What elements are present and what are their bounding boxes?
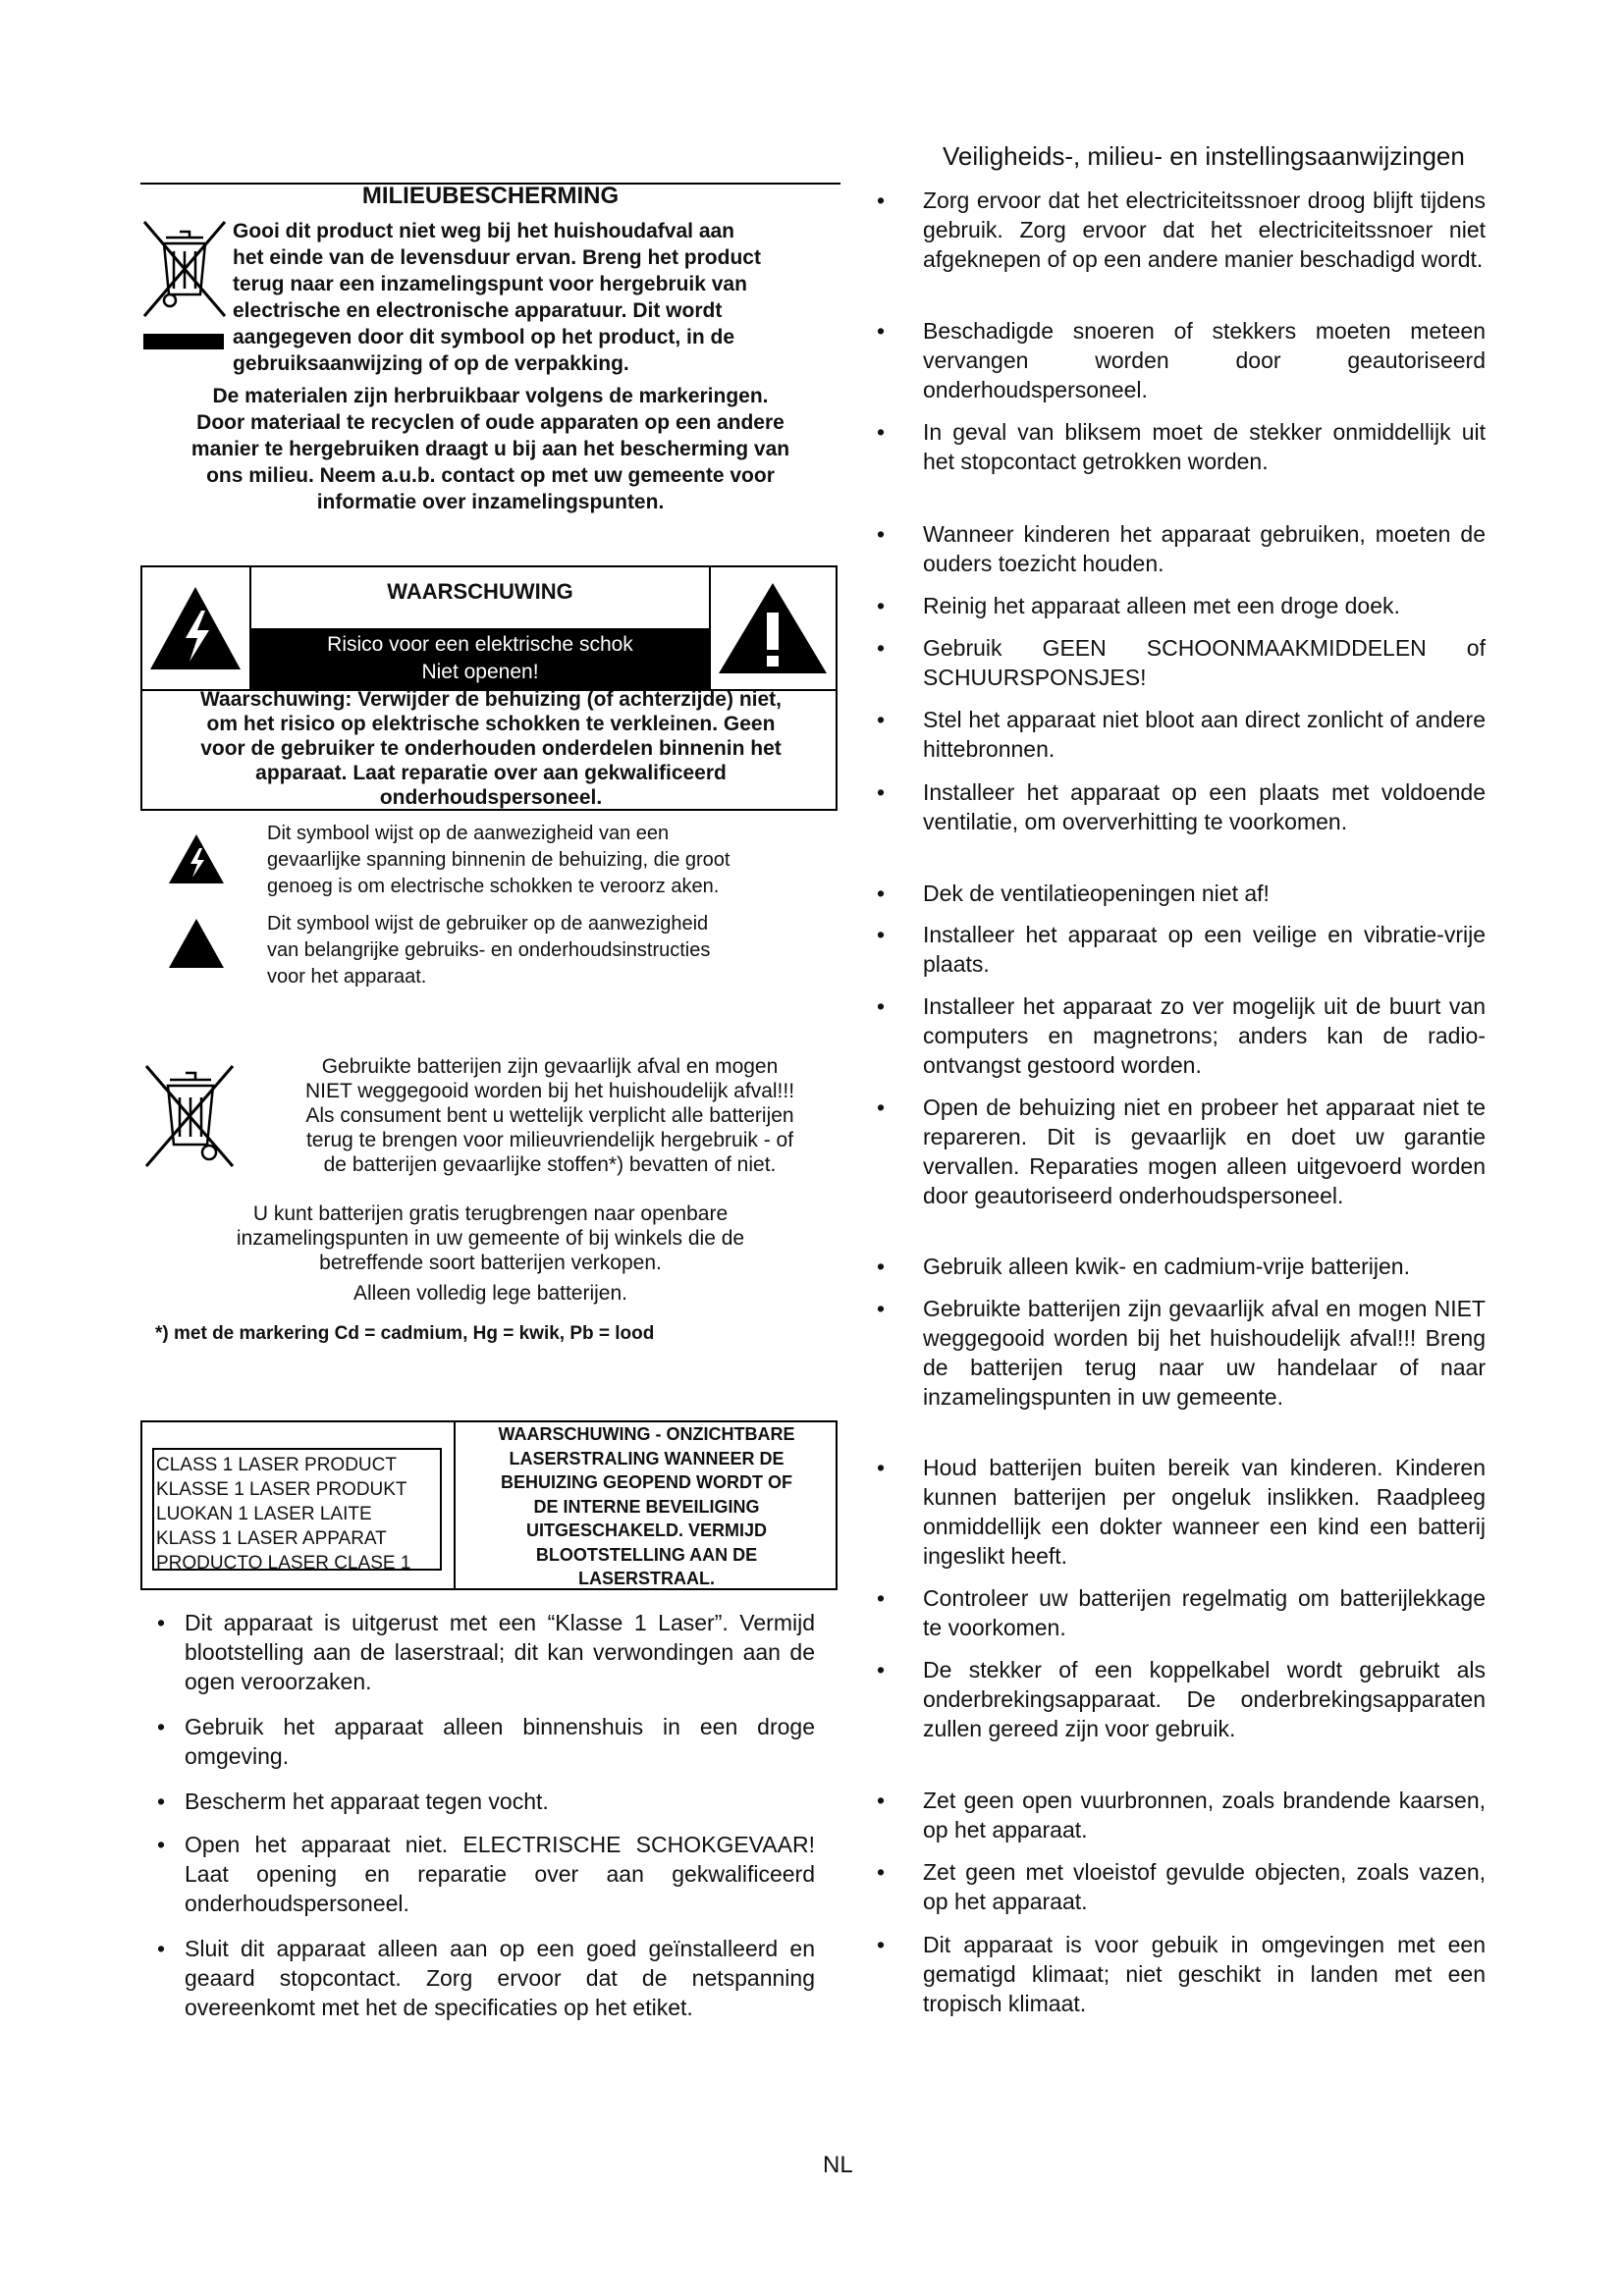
list-item — [877, 920, 1486, 979]
environment-center-line: Door materiaal te recyclen of oude apparaten op een andere — [196, 411, 785, 434]
bullet-icon: • — [877, 1859, 886, 1885]
warning-body — [147, 687, 835, 810]
environment-text — [233, 218, 843, 377]
warning-body-line: apparaat. Laat reparatie over aan gekwalificeerd — [255, 762, 727, 784]
warning-shock-line: Risico voor een elektrische schok — [327, 633, 633, 656]
symbol-1-text — [267, 821, 840, 900]
symbol-line: Dit symbool wijst op de aanwezigheid van een — [267, 823, 670, 844]
list-item — [877, 1786, 1486, 1844]
crossed-bin-icon — [140, 218, 229, 321]
page-footer-language: NL — [823, 2152, 853, 2178]
list-item-text: Houd batterijen buiten bereik van kinderen. Kinderen kunnen batterijen per ongeluk inslikken. Raadpleeg onmiddellijk een dokter wanneer een kind een batterij ingeslikt heeft. — [923, 1455, 1486, 1569]
exclamation-triangle-icon — [711, 567, 836, 687]
environment-center-line: informatie over inzamelingspunten. — [316, 491, 665, 513]
symbol-line: voor het apparaat. — [267, 966, 427, 988]
bullet-icon: • — [157, 1936, 166, 1961]
list-item-text: Beschadigde snoeren of stekkers moeten meteen vervangen worden door geautoriseerd onderhoudspersoneel. — [923, 318, 1486, 402]
list-item-text: Sluit dit apparaat alleen aan op een goed geïnstalleerd en geaard stopcontact. Zorg ervoor dat de netspanning overeenkomt met het de specificaties op het etiket. — [185, 1936, 815, 2020]
warning-body-line: voor de gebruiker te onderhouden onderdelen binnenin het — [200, 737, 782, 760]
laser-class-label: PRODUCTO LASER CLASE 1 — [156, 1553, 411, 1574]
bullet-icon: • — [877, 1657, 886, 1682]
list-item-text: In geval van bliksem moet de stekker onmiddellijk uit het stopcontact getrokken worden. — [923, 419, 1486, 474]
list-item — [877, 316, 1486, 404]
environment-line: Gooi dit product niet weg bij het huishoudafval aan — [233, 220, 735, 242]
list-item — [157, 1608, 815, 1696]
list-item-text: Installeer het apparaat zo ver mogelijk uit de buurt van computers en magnetrons; anders kan de radio-ontvangst gestoord worden. — [923, 993, 1486, 1078]
list-item-text: De stekker of een koppelkabel wordt gebruikt als onderbrekingsapparaat. De onderbrekingsapparaten zullen gereed zijn voor gebruik. — [923, 1657, 1486, 1741]
list-item-text: Controleer uw batterijen regelmatig om batterijlekkage te voorkomen. — [923, 1585, 1486, 1640]
list-item-text: Wanneer kinderen het apparaat gebruiken, moeten de ouders toezicht houden. — [923, 521, 1486, 576]
warning-title: WAARSCHUWING — [387, 579, 573, 604]
battery-line: Als consument bent u wettelijk verplicht alle batterijen — [305, 1104, 794, 1127]
laser-class-label: LUOKAN 1 LASER LAITE — [156, 1504, 372, 1524]
environment-title: MILIEUBESCHERMING — [361, 183, 620, 209]
list-item-text: Gebruik GEEN SCHOONMAAKMIDDELEN of SCHUURSPONSJES! — [923, 635, 1486, 690]
battery-line: inzamelingspunten in uw gemeente of bij winkels die de — [236, 1227, 745, 1250]
list-item-text: Open het apparaat niet. ELECTRISCHE SCHOKGEVAAR! Laat opening en reparatie over aan gekwalificeerd onderhoudspersoneel. — [185, 1832, 815, 1916]
environment-line: terug naar een inzamelingspunt voor hergebruik van — [233, 273, 747, 295]
laser-warning — [458, 1422, 836, 1591]
battery-line: Gebruikte batterijen zijn gevaarlijk afval en mogen — [321, 1055, 779, 1078]
battery-footnote: *) met de markering Cd = cadmium, Hg = kwik, Pb = lood — [155, 1323, 655, 1344]
list-item-text: Zet geen open vuurbronnen, zoals brandende kaarsen, op het apparaat. — [923, 1788, 1486, 1842]
bullet-icon: • — [157, 1789, 166, 1814]
list-item — [877, 777, 1486, 836]
list-item — [877, 1093, 1486, 1210]
list-item-text: Gebruikte batterijen zijn gevaarlijk afval en mogen NIET weggegooid worden bij het huishoudelijk afval!!! Breng de batterijen terug naar uw handelaar of naar inzamelingspunten in uw gemeente. — [923, 1296, 1486, 1410]
list-item — [877, 1252, 1486, 1281]
lightning-triangle-icon — [142, 567, 249, 687]
list-item — [157, 1934, 815, 2022]
warning-shock-line: Niet openen! — [421, 661, 539, 683]
list-item-text: Zet geen met vloeistof gevulde objecten, zoals vazen, op het apparaat. — [923, 1859, 1486, 1914]
list-item-text: Bescherm het apparaat tegen vocht. — [185, 1789, 549, 1814]
environment-center-text — [140, 383, 840, 515]
laser-class-label: KLASS 1 LASER APPARAT — [156, 1528, 387, 1549]
lightning-triangle-icon — [167, 832, 226, 885]
warning-shock-banner — [251, 628, 709, 689]
laser-warning-line: WAARSCHUWING - ONZICHTBARE — [498, 1424, 795, 1444]
list-item-text: Zorg ervoor dat het electriciteitssnoer droog blijft tijdens gebruik. Zorg ervoor dat het electriciteitssnoer niet afgeknepen of op een andere manier beschadigd wordt. — [923, 187, 1486, 272]
symbol-line: Dit symbool wijst de gebruiker op de aanwezigheid — [267, 913, 709, 934]
symbol-line: van belangrijke gebruiks- en onderhoudsinstructies — [267, 939, 711, 961]
bullet-icon: • — [877, 993, 886, 1019]
list-item — [877, 186, 1486, 274]
environment-center-line: manier te hergebruiken draagt u bij aan het bescherming van — [190, 438, 790, 460]
laser-class-labels — [152, 1448, 442, 1574]
bullet-icon: • — [877, 1932, 886, 1957]
symbol-2-text — [267, 911, 840, 990]
battery-text — [255, 1054, 844, 1177]
bullet-icon: • — [877, 707, 886, 732]
bullet-icon: • — [877, 1788, 886, 1813]
list-item-text: Dek de ventilatieopeningen niet af! — [923, 881, 1270, 906]
environment-center-line: ons milieu. Neem a.u.b. contact op met uw gemeente voor — [206, 464, 775, 487]
list-item-text: Reinig het apparaat alleen met een droge doek. — [923, 593, 1400, 618]
list-item-text: Stel het apparaat niet bloot aan direct zonlicht of andere hittebronnen. — [923, 707, 1486, 762]
bullet-icon: • — [877, 1254, 886, 1279]
laser-divider — [454, 1422, 456, 1588]
warning-triangle-icon — [167, 917, 226, 970]
battery-text-2 — [140, 1201, 840, 1306]
list-item — [877, 417, 1486, 476]
list-item — [877, 1655, 1486, 1743]
bullet-icon: • — [877, 187, 886, 213]
battery-line: Alleen volledig lege batterijen. — [352, 1282, 628, 1305]
bullet-icon: • — [877, 419, 886, 445]
bullet-icon: • — [877, 881, 886, 906]
bullet-icon: • — [877, 1455, 886, 1480]
laser-warning-line: LASERSTRAAL. — [578, 1569, 715, 1588]
list-item — [877, 991, 1486, 1080]
warning-body-line: Waarschuwing: Verwijder de behuizing (of achterzijde) niet, — [200, 688, 782, 711]
symbol-line: genoeg is om electrische schokken te veroorz aken. — [267, 876, 720, 897]
list-item — [877, 1583, 1486, 1642]
bullet-icon: • — [877, 635, 886, 661]
bullet-icon: • — [877, 593, 886, 618]
environment-line: het einde van de levensduur ervan. Breng het product — [233, 246, 761, 269]
list-item — [157, 1787, 815, 1816]
laser-class-label: KLASSE 1 LASER PRODUKT — [156, 1479, 407, 1500]
laser-class-label: CLASS 1 LASER PRODUCT — [156, 1455, 397, 1475]
list-item — [877, 1857, 1486, 1916]
list-item-text: Gebruik het apparaat alleen binnenshuis in een droge omgeving. — [185, 1714, 815, 1769]
bullet-icon: • — [877, 1585, 886, 1611]
page-header: Veiligheids-, milieu- en instellingsaanwijzingen — [943, 141, 1465, 171]
laser-warning-line: BLOOTSTELLING AAN DE — [535, 1544, 758, 1565]
list-item — [157, 1830, 815, 1918]
list-item-text: Open de behuizing niet en probeer het apparaat niet te repareren. Dit is gevaarlijk en doet uw garantie vervallen. Reparaties mogen alleen uitgevoerd worden door geautoriseerd onderhoudspersoneel. — [923, 1095, 1486, 1208]
list-item — [877, 1294, 1486, 1412]
crossed-battery-bin-icon — [140, 1060, 239, 1173]
laser-warning-line: UITGESCHAKELD. VERMIJD — [525, 1521, 768, 1540]
list-item-text: Installeer het apparaat op een plaats met voldoende ventilatie, om oververhitting te voorkomen. — [923, 779, 1486, 834]
list-item — [877, 519, 1486, 578]
list-item-text: Dit apparaat is uitgerust met een “Klasse 1 Laser”. Vermijd blootstelling aan de laserstraal; dit kan verwondingen aan de ogen veroorzaken. — [185, 1610, 815, 1694]
battery-line: betreffende soort batterijen verkopen. — [319, 1252, 662, 1274]
bullet-icon: • — [877, 922, 886, 947]
laser-warning-line: BEHUIZING GEOPEND WORDT OF — [501, 1472, 792, 1492]
list-item — [877, 879, 1486, 908]
bullet-icon: • — [877, 1296, 886, 1321]
environment-line: gebruiksaanwijzing of op de verpakking. — [233, 352, 629, 375]
bullet-icon: • — [157, 1714, 166, 1739]
list-item — [877, 633, 1486, 692]
battery-line: NIET weggegooid worden bij het huishoudelijk afval!!! — [304, 1080, 795, 1102]
list-item — [877, 1453, 1486, 1571]
environment-line: electrische en electronische apparatuur. Dit wordt — [233, 299, 723, 322]
laser-warning-line: DE INTERNE BEVEILIGING — [533, 1496, 760, 1517]
bin-underline-bar — [143, 334, 224, 349]
laser-warning-line: LASERSTRALING WANNEER DE — [509, 1448, 785, 1468]
list-item-text: Dit apparaat is voor gebuik in omgevingen met een gematigd klimaat; niet geschikt in landen met een tropisch klimaat. — [923, 1932, 1486, 2016]
battery-line: terug te brengen voor milieuvriendelijk hergebruik - of — [305, 1129, 794, 1151]
warning-left-cell — [142, 567, 251, 689]
battery-line: U kunt batterijen gratis terugbrengen naar openbare — [252, 1202, 729, 1225]
symbol-line: gevaarlijke spanning binnenin de behuizing, die groot — [267, 849, 731, 871]
list-item — [877, 705, 1486, 764]
bullet-icon: • — [877, 779, 886, 805]
list-item — [877, 1930, 1486, 2018]
warning-body-line: onderhoudspersoneel. — [379, 786, 603, 809]
list-item-text: Gebruik alleen kwik- en cadmium-vrije batterijen. — [923, 1254, 1410, 1279]
environment-center-line: De materialen zijn herbruikbaar volgens de markeringen. — [212, 385, 769, 407]
bullet-icon: • — [877, 521, 886, 547]
list-item — [157, 1712, 815, 1771]
bullet-icon: • — [877, 318, 886, 344]
list-item — [877, 591, 1486, 620]
bullet-icon: • — [157, 1610, 166, 1635]
environment-line: aangegeven door dit symbool op het product, in de — [233, 326, 735, 348]
warning-right-cell — [709, 567, 836, 689]
bullet-icon: • — [877, 1095, 886, 1120]
battery-line: de batterijen gevaarlijke stoffen*) bevatten of niet. — [323, 1153, 777, 1176]
bullet-icon: • — [157, 1832, 166, 1857]
list-item-text: Installeer het apparaat op een veilige en vibratie-vrije plaats. — [923, 922, 1486, 977]
warning-body-line: om het risico op elektrische schokken te verkleinen. Geen — [206, 713, 776, 735]
